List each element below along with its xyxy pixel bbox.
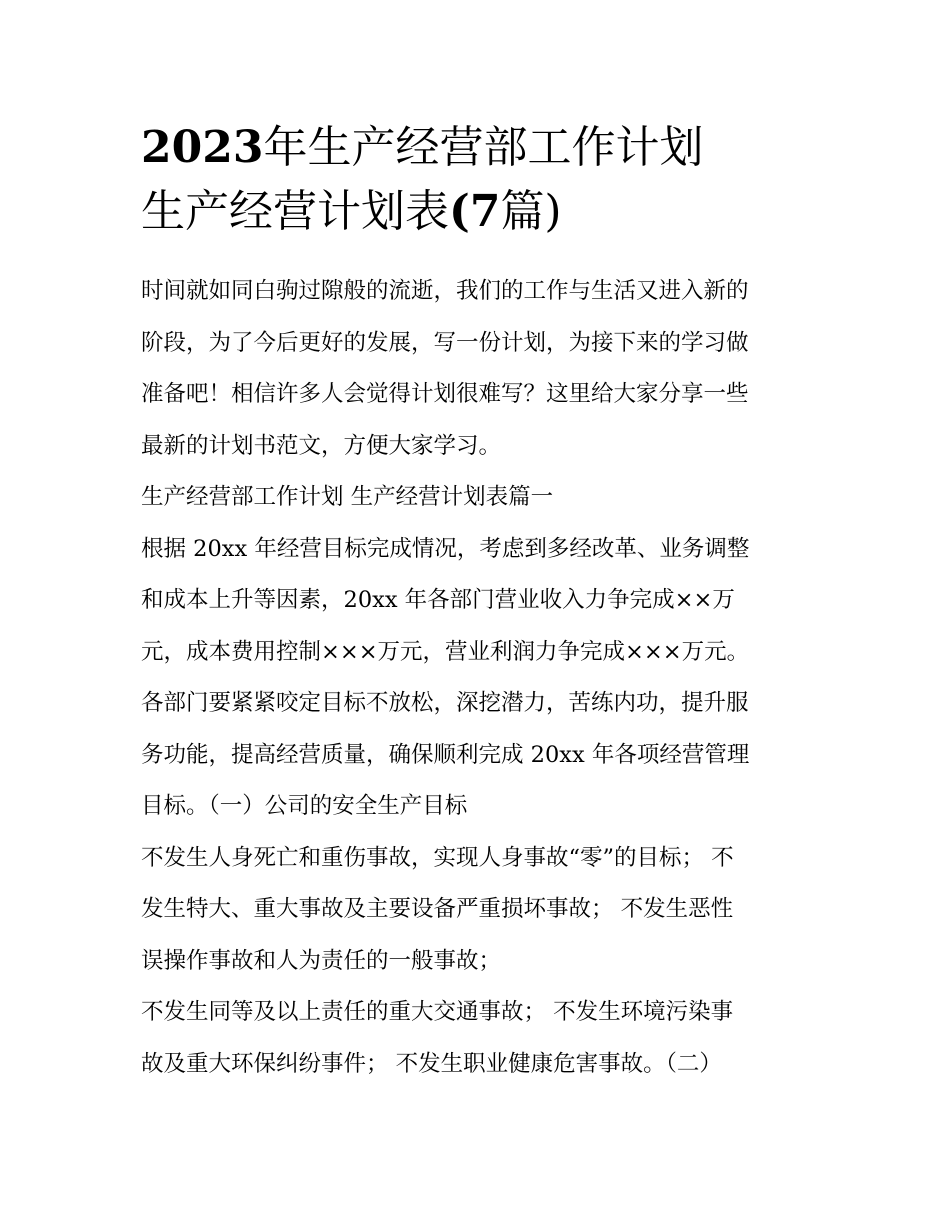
body-line: 元，成本费用控制×××万元，营业利润力争完成×××万元。 [141, 638, 750, 665]
body-line: 不发生人身死亡和重伤事故，实现人身事故“零”的目标； 不 [141, 844, 734, 871]
body-line: 故及重大环保纠纷事件； 不发生职业健康危害事故。（二） [141, 1050, 722, 1077]
title-line-1 [141, 116, 830, 180]
body-line: 和成本上升等因素，20xx 年各部门营业收入力争完成××万 [141, 587, 735, 613]
document-body [141, 266, 830, 1090]
title-count: (7 [449, 186, 501, 237]
body-line: 各部门要紧紧咬定目标不放松，深挖潜力，苦练内功，提升服 [141, 690, 749, 716]
title-text-1: 年生产经营部工作计划 [263, 122, 704, 173]
body-line: 阶段，为了今后更好的发展，写一份计划，为接下来的学习做 [141, 329, 749, 356]
body-line: 不发生同等及以上责任的重大交通事故； 不发生环境污染事 [141, 999, 734, 1025]
body-line: 发生特大、重大事故及主要设备严重损坏事故； 不发生恶性 [141, 896, 734, 922]
section-heading: 生产经营部工作计划 生产经营计划表篇一 [141, 484, 554, 510]
title-line-2 [141, 180, 830, 244]
title-text-2: 生产经营计划表 [141, 186, 449, 237]
title-text-3: 篇) [500, 186, 562, 237]
body-line: 目标。（一）公司的安全生产目标 [141, 793, 468, 819]
title-year: 2023 [141, 122, 264, 173]
body-line: 时间就如同白驹过隙般的流逝，我们的工作与生活又进入新的 [141, 278, 749, 304]
body-line: 误操作事故和人为责任的一般事故； [141, 947, 502, 974]
body-line: 务功能，提高经营质量，确保顺利完成 20xx 年各项经营管理 [141, 741, 750, 768]
document-title [141, 116, 830, 244]
body-line: 最新的计划书范文，方便大家学习。 [141, 432, 502, 459]
body-line: 准备吧！相信许多人会觉得计划很难写？这里给大家分享一些 [141, 381, 749, 407]
body-line: 根据 20xx 年经营目标完成情况，考虑到多经改革、业务调整 [141, 535, 750, 562]
